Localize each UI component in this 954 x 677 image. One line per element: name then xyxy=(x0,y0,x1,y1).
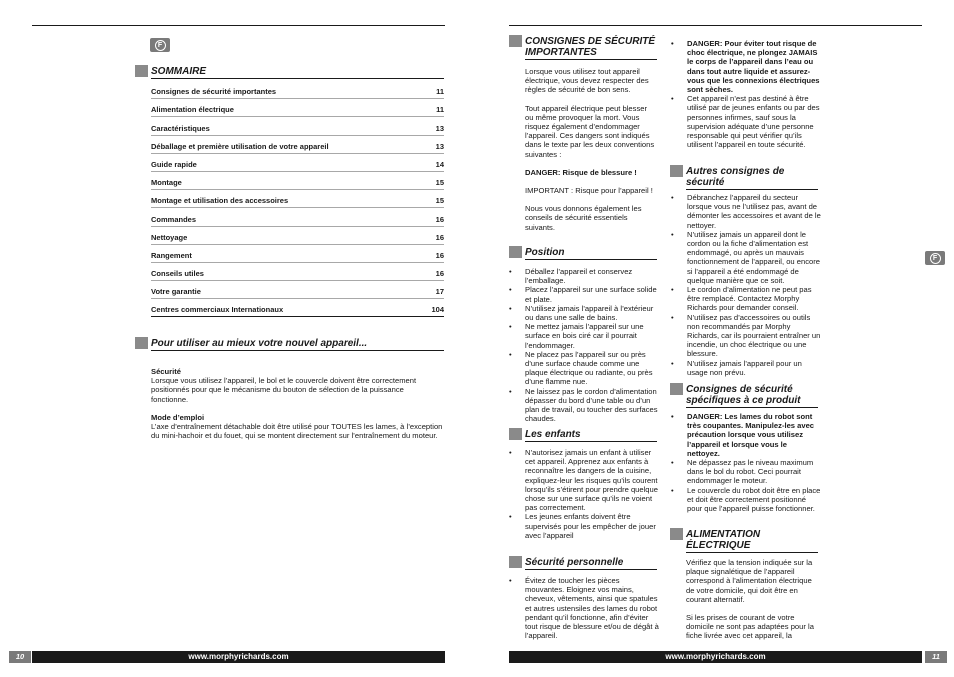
toc-row xyxy=(151,263,444,281)
list-item: • N’autorisez jamais un enfant à utiliser cet appareil. Apprenez aux enfants à reconnaître les dangers de la cuisine, expliquez-leur les risques qu’ils courent lorsqu’ils s’étirent pour prendre quelque chose sur une surface qu’ils ne voient pas correctement. xyxy=(509,448,659,512)
toc-page: 13 xyxy=(435,141,444,151)
autres-consignes-list xyxy=(671,193,821,377)
alimentation-heading: ALIMENTATION ÉLECTRIQUE xyxy=(686,529,818,553)
list-item: • Déballez l’appareil et conservez l’emballage. xyxy=(509,267,659,285)
specifiques-heading: Consignes de sécurité spécifiques à ce produit xyxy=(686,384,818,408)
heading-marker xyxy=(509,556,522,568)
heading-marker xyxy=(670,165,683,177)
list-item: • N’utilisez jamais l’appareil à l’extérieur ou dans une salle de bains. xyxy=(509,304,659,322)
list-item: • N’utilisez pas d’accessoires ou outils non recommandés par Morphy Richards, car ils pourraient entraîner un incendie, un choc électrique ou une blessure. xyxy=(671,313,821,359)
list-item: • Le cordon d’alimentation ne peut pas être remplacé. Contactez Morphy Richards pour demander conseil. xyxy=(671,285,821,313)
list-item: • Ne mettez jamais l’appareil sur une surface en bois ciré car il pourrait l’endommager. xyxy=(509,322,659,350)
right-top-rule xyxy=(509,25,922,26)
toc-page: 17 xyxy=(435,287,444,297)
consignes-paragraph-1: Lorsque vous utilisez tout appareil électrique, vous devez respecter des règles de sécurité de bon sens. xyxy=(525,67,649,95)
list-item: • Cet appareil n’est pas destiné à être utilisé par de jeunes enfants ou par des personnes infirmes, sauf sous la supervision adéquate d’une personne responsable qui peut vérifier qu’ils utilisent l’appareil en toute sécurité. xyxy=(671,94,821,149)
list-item: • Les jeunes enfants doivent être supervisés pour les empêcher de jouer avec l’appareil xyxy=(509,512,659,540)
toc-row xyxy=(151,245,444,263)
list-item: • N’utilisez jamais l’appareil pour un usage non prévu. xyxy=(671,359,821,377)
autres-consignes-heading: Autres consignes de sécurité xyxy=(686,166,818,190)
heading-marker xyxy=(509,428,522,440)
toc-row xyxy=(151,99,444,117)
toc-page: 16 xyxy=(435,214,444,224)
toc-row xyxy=(151,117,444,135)
toc-row xyxy=(151,136,444,154)
toc-label: Centres commerciaux Internationaux xyxy=(151,305,284,315)
list-item: • DANGER: Les lames du robot sont très coupantes. Manipulez-les avec précaution lorsque vous utilisez l’appareil et lorsque vous le nettoyez. xyxy=(671,412,821,458)
heading-marker xyxy=(670,528,683,540)
toc-row xyxy=(151,154,444,172)
heading-marker xyxy=(135,65,148,77)
toc-label: Consignes de sécurité importantes xyxy=(151,87,277,97)
list-item: • DANGER: Pour éviter tout risque de choc électrique, ne plongez JAMAIS le corps de l’appareil dans l’eau ou dans tout autre liquide et assurez-vous que les connexions électriques sont sèches. xyxy=(671,39,821,94)
toc-page: 16 xyxy=(435,269,444,279)
left-top-rule xyxy=(32,25,445,26)
consignes-paragraph-3: Nous vous donnons également les conseils de sécurité essentiels suivants. xyxy=(525,204,642,232)
toc-label: Montage xyxy=(151,178,182,188)
toc-page: 104 xyxy=(431,305,444,315)
toc-page: 11 xyxy=(436,105,444,115)
toc-label: Conseils utiles xyxy=(151,269,204,279)
toc-label: Votre garantie xyxy=(151,287,201,297)
securite-heading: Sécurité xyxy=(151,367,181,376)
toc-label: Montage et utilisation des accessoires xyxy=(151,196,289,206)
list-item: • Ne dépassez pas le niveau maximum dans le bol du robot. Ceci pourrait endommager le moteur. xyxy=(671,458,821,486)
list-item: • Ne placez pas l’appareil sur ou près d’une surface chaude comme une plaque électrique ou radiante, ou près d’une flamme nue. xyxy=(509,350,659,387)
toc-row xyxy=(151,281,444,299)
list-item: • N’utilisez jamais un appareil dont le cordon ou la fiche d’alimentation est endommagé, ou après un mauvais fonctionnement de l’appareil, ou encore si l’appareil a été endommagé de quelque manière que ce soit. xyxy=(671,230,821,285)
heading-marker xyxy=(509,246,522,258)
toc-page: 15 xyxy=(435,196,444,206)
toc-row xyxy=(151,227,444,245)
toc-row xyxy=(151,208,444,226)
enfants-heading: Les enfants xyxy=(525,429,657,442)
heading-marker xyxy=(670,383,683,395)
language-badge-right: F xyxy=(925,251,945,265)
usage-heading: Pour utiliser au mieux votre nouvel appareil... xyxy=(151,338,444,351)
list-item: • Ne laissez pas le cordon d’alimentation dépasser du bord d’une table ou d’un plan de travail, ou toucher des surfaces chaudes. xyxy=(509,387,659,424)
toc-page: 16 xyxy=(435,232,444,242)
danger-convention: DANGER: Risque de blessure ! xyxy=(525,167,637,177)
toc-label: Guide rapide xyxy=(151,159,197,169)
language-badge-left: F xyxy=(150,38,170,52)
page-number-left: 10 xyxy=(9,651,31,663)
list-item: • Placez l’appareil sur une surface solide et plate. xyxy=(509,285,659,303)
position-list xyxy=(509,267,659,423)
toc-page: 13 xyxy=(435,123,444,133)
page-number-right: 11 xyxy=(925,651,947,663)
alimentation-body xyxy=(686,558,818,650)
list-item: • Le couvercle du robot doit être en place et doit être correctement positionné pour que l’appareil puisse fonctionner. xyxy=(671,486,821,514)
heading-marker xyxy=(509,35,522,47)
mode-emploi-heading: Mode d’emploi xyxy=(151,412,205,422)
toc-page: 14 xyxy=(435,159,444,169)
important-convention: IMPORTANT : Risque pour l’appareil ! xyxy=(525,186,653,196)
toc-label: Déballage et première utilisation de votre appareil xyxy=(151,141,329,151)
toc-page: 15 xyxy=(435,178,444,188)
securite-personnelle-heading: Sécurité personnelle xyxy=(525,557,657,570)
consignes-heading: CONSIGNES DE SÉCURITÉ IMPORTANTES xyxy=(525,36,657,60)
mode-emploi-paragraph: L’axe d’entraînement détachable doit être utilisé pour TOUTES les lames, à l’exception du mini-hachoir et du fouet, qui se montent directement sur l’entraînement du moteur. xyxy=(151,422,443,441)
toc-page: 16 xyxy=(435,250,444,260)
list-item: • Débranchez l’appareil du secteur lorsque vous ne l’utilisez pas, avant de démonter les accessoires et avant de le nettoyer. xyxy=(671,193,821,230)
specifiques-list xyxy=(671,412,821,513)
toc-page: 11 xyxy=(436,87,444,97)
toc-row xyxy=(151,172,444,190)
list-item: • Évitez de toucher les pièces mouvantes. Eloignez vos mains, cheveux, vêtements, ainsi que spatules et autres ustensiles des lames du robot pendant qu’il fonctionne, afin d’éviter tout risque de blessure et/ou de dégât à l’appareil. xyxy=(509,576,659,640)
consignes-body xyxy=(525,67,657,241)
danger-list xyxy=(671,39,821,149)
toc-row xyxy=(151,299,444,317)
toc-label: Commandes xyxy=(151,214,197,224)
toc-label: Caractéristiques xyxy=(151,123,210,133)
alimentation-paragraph-2: Si les prises de courant de votre domicile ne sont pas adaptées pour la fiche livrée avec cet appareil, la xyxy=(686,613,814,641)
consignes-paragraph-2: Tout appareil électrique peut blesser ou même provoquer la mort. Vous risquez également d’endommager l’appareil. Ces dangers sont indiqués dans le texte par les deux conventions suivantes : xyxy=(525,103,655,159)
enfants-list xyxy=(509,448,659,540)
toc-label: Nettoyage xyxy=(151,232,188,242)
toc-label: Rangement xyxy=(151,250,192,260)
heading-marker xyxy=(135,337,148,349)
table-of-contents xyxy=(151,81,444,317)
sommaire-heading: SOMMAIRE xyxy=(151,66,444,79)
securite-personnelle-list xyxy=(509,576,659,640)
securite-paragraph: Lorsque vous utilisez l’appareil, le bol et le couvercle doivent être correctement positionnés pour que le mécanisme du bouton de sélection de la puissance fonctionne. xyxy=(151,376,417,404)
footer-url-right: www.morphyrichards.com xyxy=(509,651,922,663)
left-body-text xyxy=(151,367,443,449)
footer-url-left: www.morphyrichards.com xyxy=(32,651,445,663)
position-heading: Position xyxy=(525,247,657,260)
toc-row xyxy=(151,190,444,208)
toc-row xyxy=(151,81,444,99)
alimentation-paragraph-1: Vérifiez que la tension indiquée sur la plaque signalétique de l’appareil correspond à l’alimentation électrique de votre domicile, qui doit être en courant alternatif. xyxy=(686,558,813,604)
toc-label: Alimentation électrique xyxy=(151,105,234,115)
